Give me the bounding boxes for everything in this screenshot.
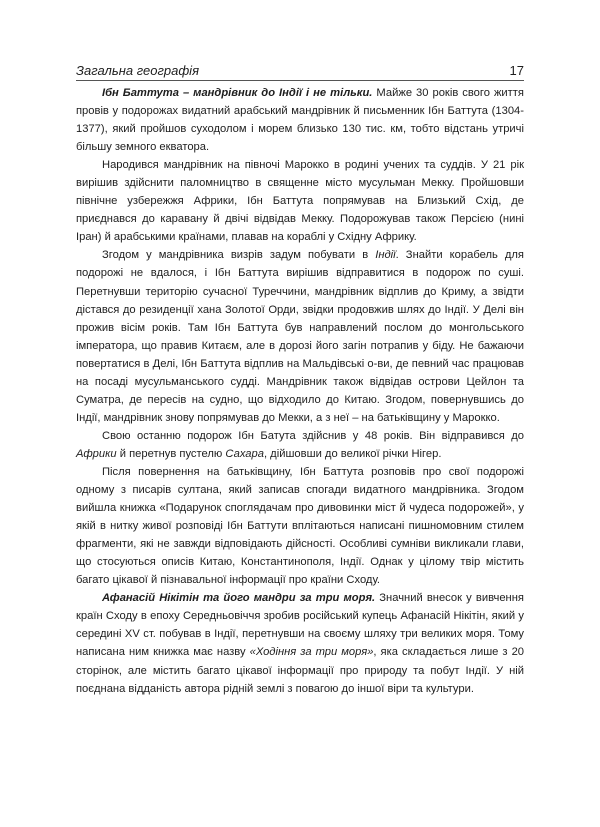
paragraph-text: Після повернення на батьківщину, Ібн Баттута розповів про свої подорожі одному з писарів султана, який записав спогади видатного мандрівника. Згодом вийшла книжка «Подарунок споглядачам про дивовинки міст й чудеса подорожей», у якій в нитку живої розповіді Ібн Баттути вплітаються написані пишномовним стилем фрагменти, які не завжди відповідають дійсності. Особливі сумніви викликали глави, що стосуються описів Китаю, Константинополя, Індії. Однак у цілому твір містить багато цікавої й пізнавальної інформації про країни Сходу. [76,465,524,587]
paragraph-ibn-battuta-intro [76,84,524,156]
paragraph-india-journey [76,246,524,426]
section-heading-ibn-battuta: Ібн Баттута – мандрівник до Індії і не тільки. [102,87,373,99]
paragraph-text: . Знайти корабель для подорожі не вдалося, і Ібн Баттута вирішив відправитися в подорож по суші. Перетнувши територію сучасної Туреччини, мандрівник відплив до Криму, а звідти дістався до резиденції хана Золотої Орди, звідки продовжив шлях до Індії. У Делі він прожив вісім років. Там Ібн Баттута був направлений послом до монгольського імператора, що правив Китаєм, але в дорозі його загін потрапив у біду. Не бажаючи повертатися в Делі, Ібн Баттута відплив на Мальдівські о-ви, де певний час працював на посаді мусульманського судді. Мандрівник також відвідав острови Цейлон та Суматра, де пересів на судно, що відходило до Китаю. Згодом, повернувшись до Індії, мандрівник знову попрямував до Мекки, а з неї – на батьківщину у Марокко. [76,249,524,424]
paragraph-nikitin [76,589,524,697]
paragraph-text: й перетнув пустелю [116,447,226,460]
paragraph-last-journey [76,427,524,463]
italic-term: Індії [375,249,396,262]
paragraph-book [76,463,524,589]
italic-term: Африки [76,447,117,460]
header-title: Загальна географія [76,63,200,78]
running-header [76,58,524,81]
paragraph-text: Народився мандрівник на півночі Марокко в родині учених та суддів. У 21 рік вирішив здійснити паломництво в священне місто мусульман Мекку. Пройшовши північне узбережжя Африки, Ібн Баттута попрямував на Близький Схід, де приєднався до каравану й двічі відвідав Мекку. Подорожував також Персією (нині Іран) й арабськими країнами, плавав на кораблі у Східну Африку. [76,159,524,244]
page-number: 17 [509,63,524,78]
paragraph-text: Значний внесок у вивчення країн Сходу в епоху Середньовіччя зробив російський купець Афанасій Нікітін, який у середині XV ст. побував в Індії, перетнувши на своєму шляху три великих моря. Тому написана ним книжка має назву [76,592,524,659]
italic-term: Сахара [225,447,264,460]
paragraph-text: Майже 30 років свого життя провів у подорожах видатний арабський мандрівник й письменник Ібн Баттута (1304-1377), який пройшов суходолом і морем близько 130 тис. км, тобто відстань утричі більшу земного екватора. [76,87,524,154]
paragraph-text: , дійшовши до великої річки Нігер. [263,447,442,460]
body-text [76,84,524,698]
section-heading-nikitin: Афанасій Нікітін та його мандри за три моря. [102,592,376,605]
paragraph-birth [76,156,524,246]
paragraph-text: , яка складається лише з 20 сторінок, але містить багато цікавої інформації про природу та побут Індії. У ній поєднана відданість автора рідній землі з повагою до іншої віри та культури. [76,646,525,695]
paragraph-text: Згодом у мандрівника визрів задум побувати в [102,249,376,262]
paragraph-text: Свою останню подорож Ібн Батута здійснив у 48 років. Він відправився до [102,429,524,442]
italic-book-title: «Ходіння за три моря» [249,646,374,659]
document-page [76,58,524,698]
